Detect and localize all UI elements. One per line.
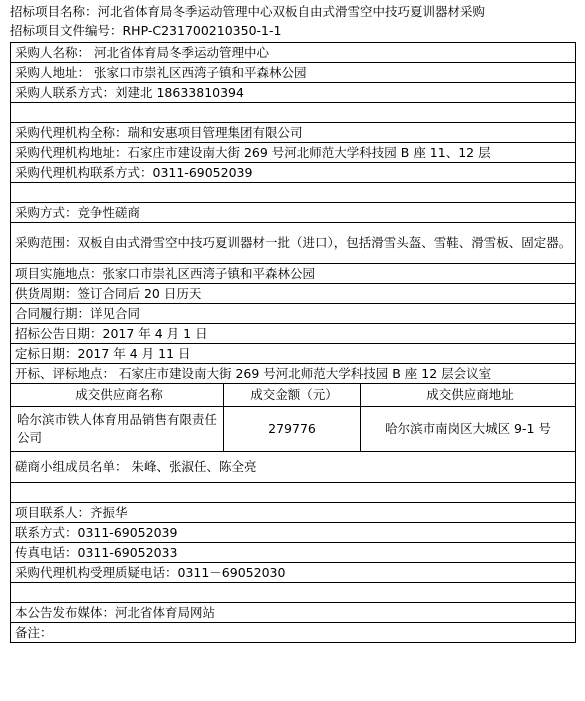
winner-row <box>11 407 576 452</box>
remark-row <box>11 623 576 643</box>
publish-media: 本公告发布媒体：河北省体育局网站 <box>11 603 576 623</box>
winner-amount: 279776 <box>224 407 361 452</box>
blank-cell <box>11 483 576 503</box>
agency-name-row <box>11 123 576 143</box>
award-date: 定标日期：2017 年 4 月 11 日 <box>11 344 576 364</box>
blank-cell <box>11 583 576 603</box>
blank-row <box>11 483 576 503</box>
winner-name-header: 成交供应商名称 <box>11 384 224 407</box>
announce-date: 招标公告日期：2017 年 4 月 1 日 <box>11 324 576 344</box>
winner-header-row <box>11 384 576 407</box>
procurement-scope-row <box>11 223 576 264</box>
media-row <box>11 603 576 623</box>
panel-members-row <box>11 452 576 483</box>
phone-row <box>11 523 576 543</box>
supply-period: 供货周期：签订合同后 20 日历天 <box>11 284 576 304</box>
blank-cell <box>11 183 576 203</box>
announcement-table <box>10 42 576 643</box>
project-contact-row <box>11 503 576 523</box>
contract-term: 合同履行期：详见合同 <box>11 304 576 324</box>
purchaser-address: 采购人地址： 张家口市崇礼区西湾子镇和平森林公园 <box>11 63 576 83</box>
complaint-phone: 采购代理机构受理质疑电话：0311－69052030 <box>11 563 576 583</box>
agency-contact-row <box>11 163 576 183</box>
purchaser-name: 采购人名称： 河北省体育局冬季运动管理中心 <box>11 43 576 63</box>
agency-name: 采购代理机构全称：瑞和安惠项目管理集团有限公司 <box>11 123 576 143</box>
winner-address-header: 成交供应商地址 <box>361 384 576 407</box>
file-number-line: 招标项目文件编号：RHP-C231700210350-1-1 <box>10 23 282 38</box>
agency-address: 采购代理机构地址：石家庄市建设南大街 269 号河北师范大学科技园 B 座 11、12 层 <box>11 143 576 163</box>
winner-name: 哈尔滨市铁人体育用品销售有限责任公司 <box>11 407 224 452</box>
purchaser-address-row <box>11 63 576 83</box>
winner-amount-header: 成交金额（元） <box>224 384 361 407</box>
purchaser-contact-row <box>11 83 576 103</box>
purchaser-name-row <box>11 43 576 63</box>
project-contact: 项目联系人：齐振华 <box>11 503 576 523</box>
procurement-method-row <box>11 203 576 223</box>
agency-contact: 采购代理机构联系方式：0311-69052039 <box>11 163 576 183</box>
purchaser-contact: 采购人联系方式：刘建北 18633810394 <box>11 83 576 103</box>
procurement-method: 采购方式：竞争性磋商 <box>11 203 576 223</box>
opening-place: 开标、评标地点： 石家庄市建设南大街 269 号河北师范大学科技园 B 座 12 层会议室 <box>11 364 576 384</box>
opening-place-row <box>11 364 576 384</box>
remark: 备注： <box>11 623 576 643</box>
project-name-line: 招标项目名称：河北省体育局冬季运动管理中心双板自由式滑雪空中技巧夏训器材采购 <box>10 4 486 19</box>
award-date-row <box>11 344 576 364</box>
fax-phone: 传真电话：0311-69052033 <box>11 543 576 563</box>
fax-row <box>11 543 576 563</box>
blank-cell <box>11 103 576 123</box>
contract-term-row <box>11 304 576 324</box>
location-row <box>11 264 576 284</box>
blank-row <box>11 183 576 203</box>
blank-row <box>11 583 576 603</box>
panel-members: 磋商小组成员名单： 朱峰、张淑任、陈全亮 <box>11 452 576 483</box>
announce-date-row <box>11 324 576 344</box>
supply-period-row <box>11 284 576 304</box>
complaint-phone-row <box>11 563 576 583</box>
blank-row <box>11 103 576 123</box>
procurement-scope: 采购范围：双板自由式滑雪空中技巧夏训器材一批（进口），包括滑雪头盔、雪鞋、滑雪板、固定器。 <box>11 223 576 264</box>
contact-phone: 联系方式：0311-69052039 <box>11 523 576 543</box>
winner-address: 哈尔滨市南岗区大城区 9-1 号 <box>361 407 576 452</box>
project-location: 项目实施地点：张家口市崇礼区西湾子镇和平森林公园 <box>11 264 576 284</box>
agency-address-row <box>11 143 576 163</box>
